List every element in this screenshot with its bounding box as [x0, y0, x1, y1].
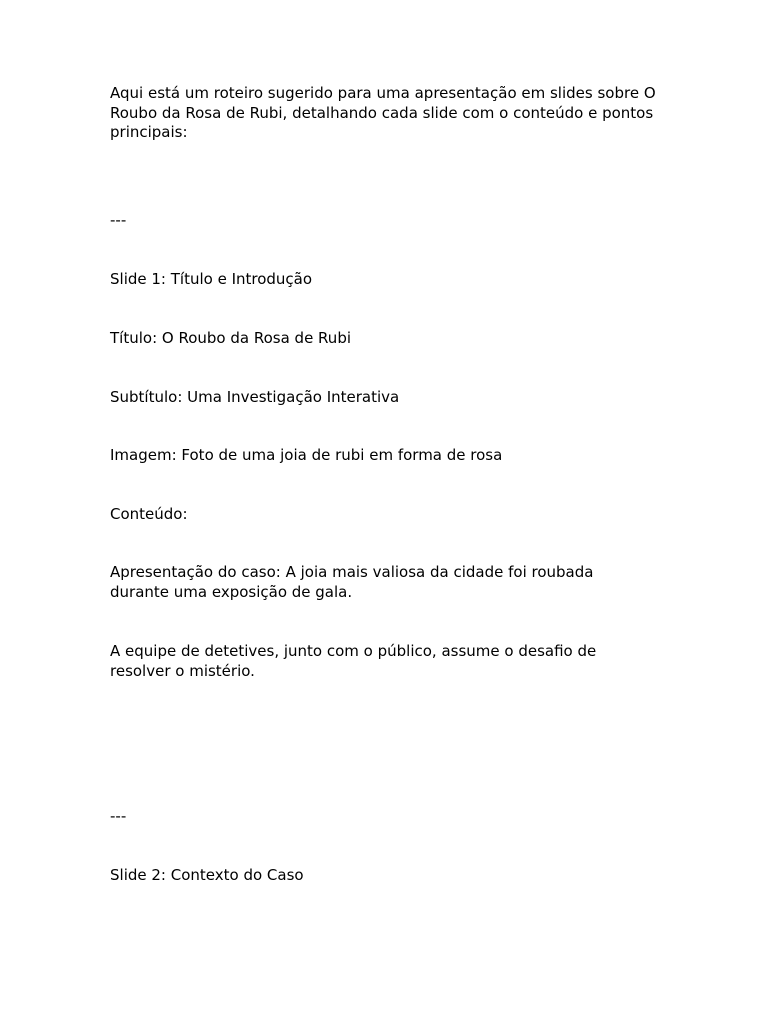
title-line: Título: O Roubo da Rosa de Rubi [110, 329, 352, 347]
separator-2: --- [110, 807, 127, 825]
subtitle-line: Subtítulo: Uma Investigação Interativa [110, 388, 400, 406]
slide-2-heading: Slide 2: Contexto do Caso [110, 866, 304, 884]
slide-1-heading: Slide 1: Título e Introdução [110, 270, 313, 288]
intro-paragraph: Aqui está um roteiro sugerido para uma apresentação em slides sobre O Roubo da Rosa de Rubi, detalhando cada slide com o conteúdo e pontos principais: [110, 84, 656, 141]
content-label: Conteúdo: [110, 505, 188, 523]
separator-1: --- [110, 211, 127, 229]
detectives-paragraph: A equipe de detetives, junto com o público, assume o desafio de resolver o mistério. [110, 642, 597, 680]
image-line: Imagem: Foto de uma joia de rubi em forma de rosa [110, 446, 503, 464]
case-presentation-paragraph: Apresentação do caso: A joia mais valiosa da cidade foi roubada durante uma exposição de gala. [110, 563, 594, 601]
